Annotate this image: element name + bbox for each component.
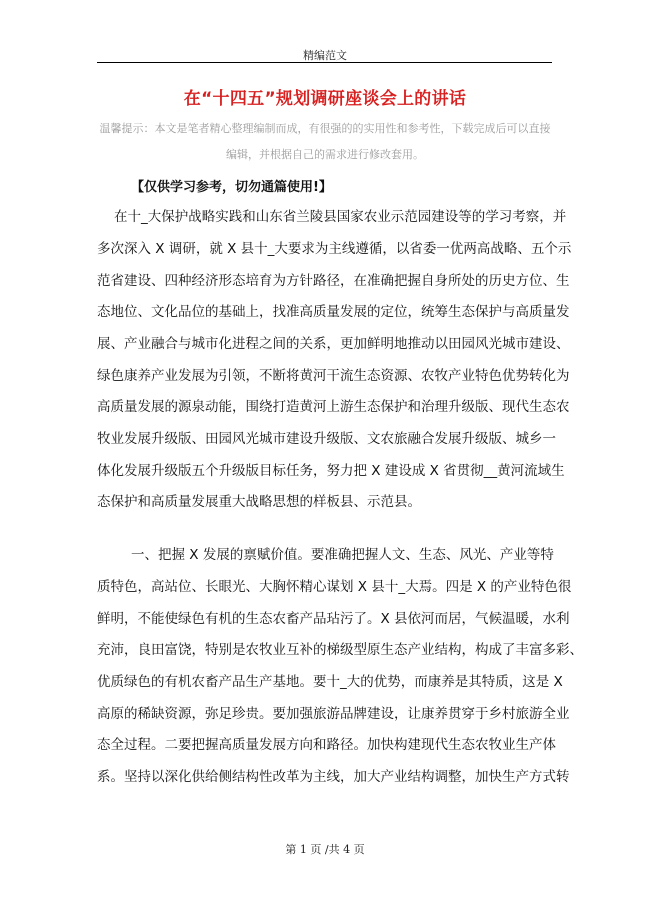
body-line: 质特色，高站位、长眼光、大胸怀精心谋划 X 县十_大焉。四是 X 的产业特色很 xyxy=(97,579,572,595)
tip-line-1: 温馨提示：本文是笔者精心整理编制而成，有很强的的实用性和参考性，下载完成后可以直接 xyxy=(99,122,551,135)
body-line: 充沛，良田富饶，特别是农牧业互补的梯级型原生态产业结构，构成了丰富多彩、 xyxy=(97,642,583,658)
document-title: 在“十四五”规划调研座谈会上的讲话 xyxy=(183,89,467,109)
body-line: 一、把握 X 发展的禀赋价值。要准确把握人文、生态、风光、产业等特 xyxy=(131,547,554,563)
body-line: 范省建设、四种经济形态培育为方针路径，在准确把握自身所处的历史方位、生 xyxy=(97,273,570,289)
usage-notice: 【仅供学习参考，切勿通篇使用!】 xyxy=(131,180,332,195)
body-line: 在十_大保护战略实践和山东省兰陵县国家农业示范园建设等的学习考察，并 xyxy=(114,209,567,225)
body-line: 高原的稀缺资源，弥足珍贵。要加强旅游品牌建设，让康养贯穿于乡村旅游全业 xyxy=(97,706,570,722)
tip-line-2: 编辑，并根据自己的需求进行修改套用。 xyxy=(226,148,424,161)
header-label: 精编范文 xyxy=(303,49,347,62)
body-line: 体化发展升级版五个升级版目标任务，努力把 X 建设成 X 省贯彻__黄河流域生 xyxy=(97,463,565,479)
body-line: 态地位、文化品位的基础上，找准高质量发展的定位，统筹生态保护与高质量发 xyxy=(97,304,570,320)
body-line: 态全过程。二要把握高质量发展方向和路径。加快构建现代生态农牧业生产体 xyxy=(97,737,556,753)
body-line: 优质绿色的有机农畜产品生产基地。要十_大的优势，而康养是其特质，这是 X xyxy=(97,674,563,690)
body-line: 绿色康养产业发展为引领，不断将黄河干流生态资源、农牧产业特色优势转化为 xyxy=(97,368,570,384)
body-line: 态保护和高质量发展重大战略思想的样板县、示范县。 xyxy=(97,494,421,510)
body-line: 多次深入 X 调研，就 X 县十_大要求为主线遵循，以省委一优两高战略、五个示 xyxy=(97,241,572,257)
header-divider xyxy=(97,62,552,63)
body-line: 系。坚持以深化供给侧结构性改革为主线，加大产业结构调整，加快生产方式转 xyxy=(97,769,570,785)
body-line: 展、产业融合与城市化进程之间的关系，更加鲜明地推动以田园风光城市建设、 xyxy=(97,336,570,352)
page-number: 第 1 页 /共 4 页 xyxy=(285,843,365,856)
body-line: 高质量发展的源泉动能，围绕打造黄河上游生态保护和治理升级版、现代生态农 xyxy=(97,399,570,415)
body-line: 牧业发展升级版、田园风光城市建设升级版、文农旅融合发展升级版、城乡一 xyxy=(97,431,556,447)
body-line: 鲜明，不能使绿色有机的生态农畜产品玷污了。X 县依河而居，气候温暖，水利 xyxy=(97,611,570,627)
